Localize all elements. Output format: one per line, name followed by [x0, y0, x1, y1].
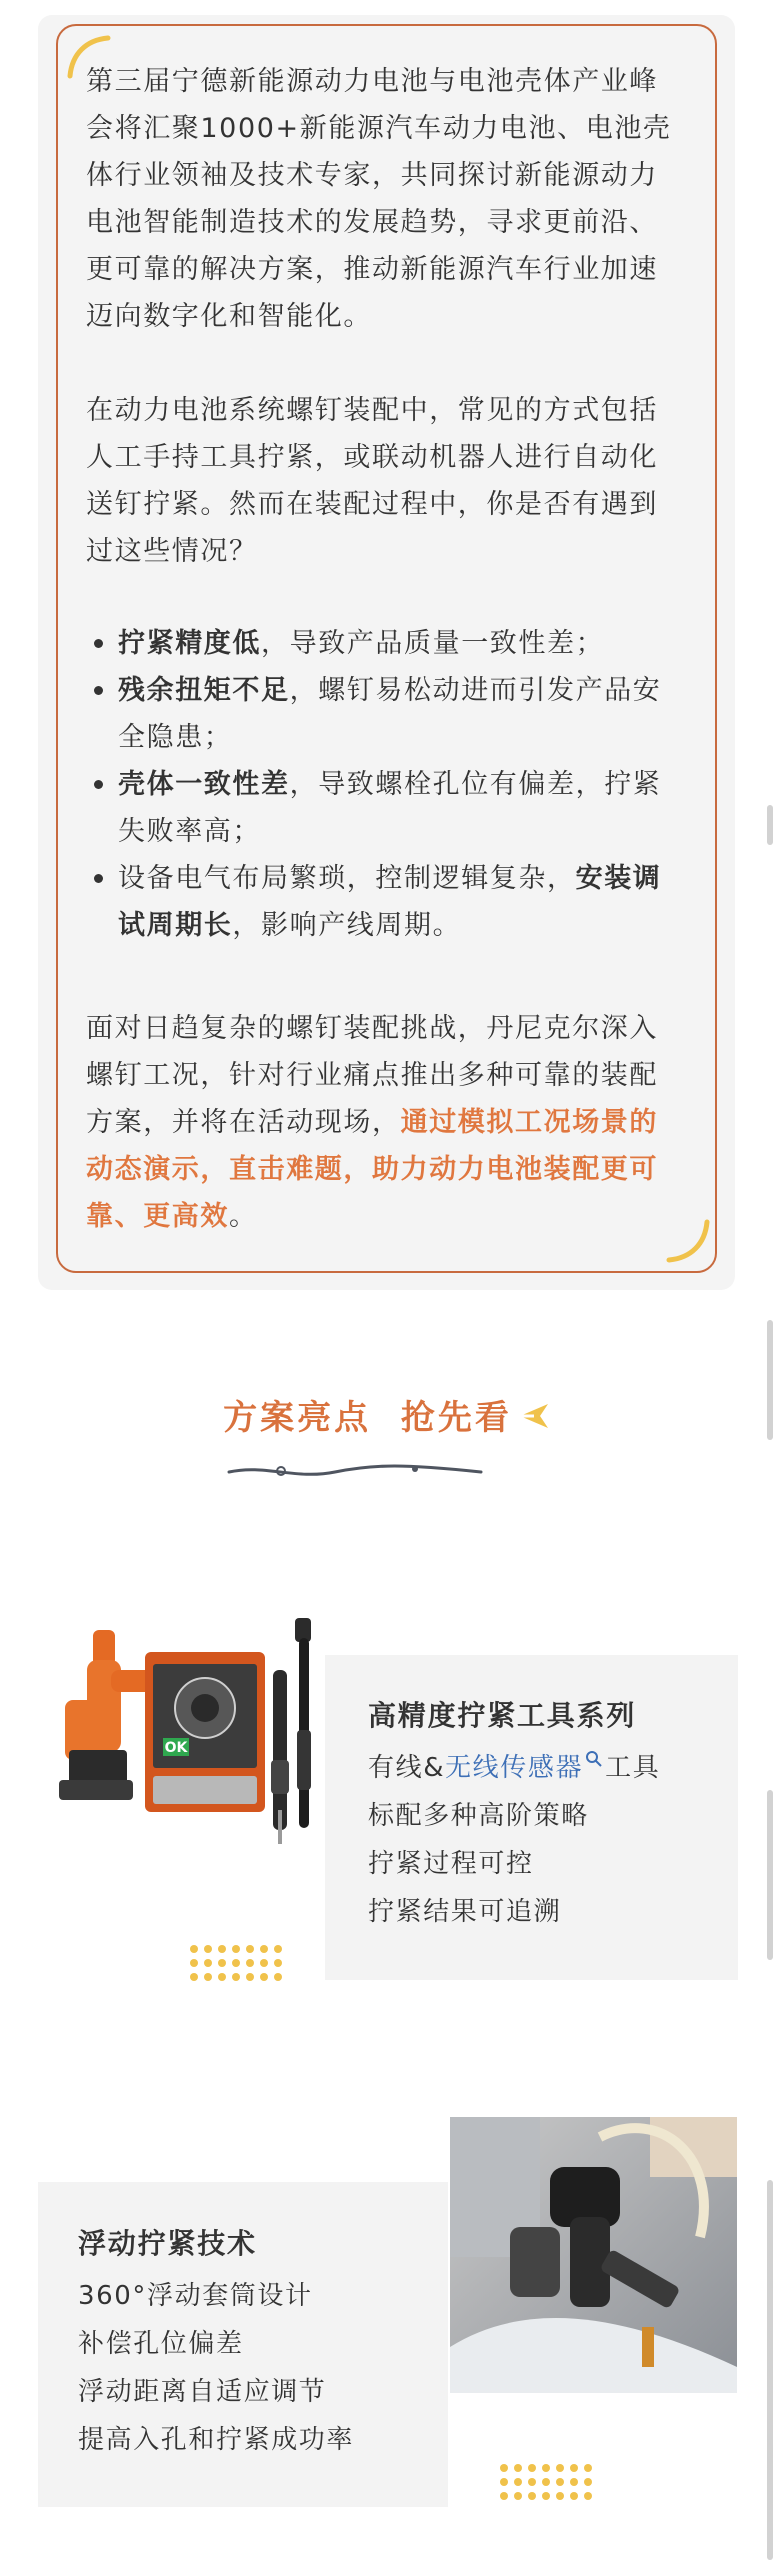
section-title-text: 方案亮点 抢先看 [223, 1398, 512, 1438]
issue-keyword: 安装调试周期长 [118, 863, 662, 941]
issue-list [118, 620, 678, 949]
ok-badge: OK [164, 1740, 188, 1756]
issue-text: ，影响产线周期。 [232, 910, 462, 941]
bullet-dot [94, 639, 103, 648]
scrollbar-track-segment [767, 1790, 773, 1960]
feature2-title: 浮动拧紧技术 [78, 2227, 257, 2260]
decorative-dot-grid [498, 2462, 598, 2502]
issue-text: ，螺钉易松动进而引发产品安全隐患； [118, 675, 662, 753]
issue-text: ，导致产品质量一致性差； [261, 628, 605, 659]
bullet-dot [94, 780, 103, 789]
decorative-dot-grid [188, 1943, 288, 1983]
megaphone-icon [516, 1400, 552, 1432]
section-title [0, 1390, 775, 1439]
search-icon[interactable] [585, 1750, 603, 1768]
scrollbar-thumb[interactable] [767, 805, 773, 845]
issue-item [118, 667, 678, 761]
feature1-line1-post: 工具 [605, 1753, 661, 1783]
feature1-line: 拧紧过程可控 [368, 1849, 534, 1879]
feature2-text [78, 2220, 478, 2464]
feature1-line1-pre: 有线& [368, 1753, 446, 1783]
issue-item [118, 620, 678, 667]
issue-keyword: 壳体一致性差 [118, 769, 290, 800]
feature1-line [368, 1744, 728, 1792]
intro-p3-text: 面对日趋复杂的螺钉装配挑战，丹尼克尔深入螺钉工况，针对行业痛点推出多种可靠的装配方案，并将在活动现场， [86, 1013, 658, 1138]
intro-paragraph-1: 第三届宁德新能源动力电池与电池壳体产业峰会将汇聚1000+新能源汽车动力电池、电池壳体行业领袖及技术专家，共同探讨新能源动力电池智能制造技术的发展趋势，寻求更前沿、更可靠的解决方案，推动新能源汽车行业加速迈向数字化和智能化。 [86, 66, 672, 332]
page-scrollbar[interactable] [767, 0, 773, 2560]
bullet-dot [94, 686, 103, 695]
feature2-line: 360°浮动套筒设计 [78, 2281, 313, 2311]
feature1-line: 标配多种高阶策略 [368, 1801, 589, 1831]
intro-p3-highlight: 通过模拟工况场景的动态演示，直击难题，助力动力电池装配更可靠、更高效 [86, 1107, 659, 1232]
feature2-line: 提高入孔和拧紧成功率 [78, 2425, 355, 2455]
feature1-title: 高精度拧紧工具系列 [368, 1699, 637, 1732]
feature1-text [368, 1692, 728, 1936]
feature2-line: 补偿孔位偏差 [78, 2329, 244, 2359]
wireless-sensor-link[interactable]: 无线传感器 [445, 1753, 584, 1783]
title-underline-squiggle [225, 1460, 485, 1484]
scrollbar-track-segment [767, 1320, 773, 1440]
bullet-dot [94, 874, 103, 883]
issue-item [118, 855, 678, 949]
intro-paragraph-3 [86, 1005, 686, 1240]
robot-tightening-photo [450, 2117, 737, 2393]
angle-screwdriver [295, 1618, 311, 1828]
intro-paragraph-2: 在动力电池系统螺钉装配中，常见的方式包括人工手持工具拧紧，或联动机器人进行自动化送钉拧紧。然而在装配过程中，你是否有遇到过这些情况？ [86, 395, 658, 567]
issue-keyword: 残余扭矩不足 [118, 675, 290, 706]
issue-keyword: 拧紧精度低 [118, 628, 261, 659]
tightening-tools-image [45, 1610, 330, 1850]
intro-p3-end: 。 [229, 1201, 258, 1232]
slim-screwdriver [271, 1670, 289, 1844]
feature2-line: 浮动距离自适应调节 [78, 2377, 327, 2407]
controller-unit [145, 1652, 265, 1812]
feature1-line: 拧紧结果可追溯 [368, 1897, 562, 1927]
issue-text: ，导致螺栓孔位有偏差，拧紧失败率高； [118, 769, 662, 847]
scrollbar-track-segment [767, 2180, 773, 2560]
issue-text: 设备电气布局繁琐，控制逻辑复杂， [118, 863, 576, 894]
issue-item [118, 761, 678, 855]
